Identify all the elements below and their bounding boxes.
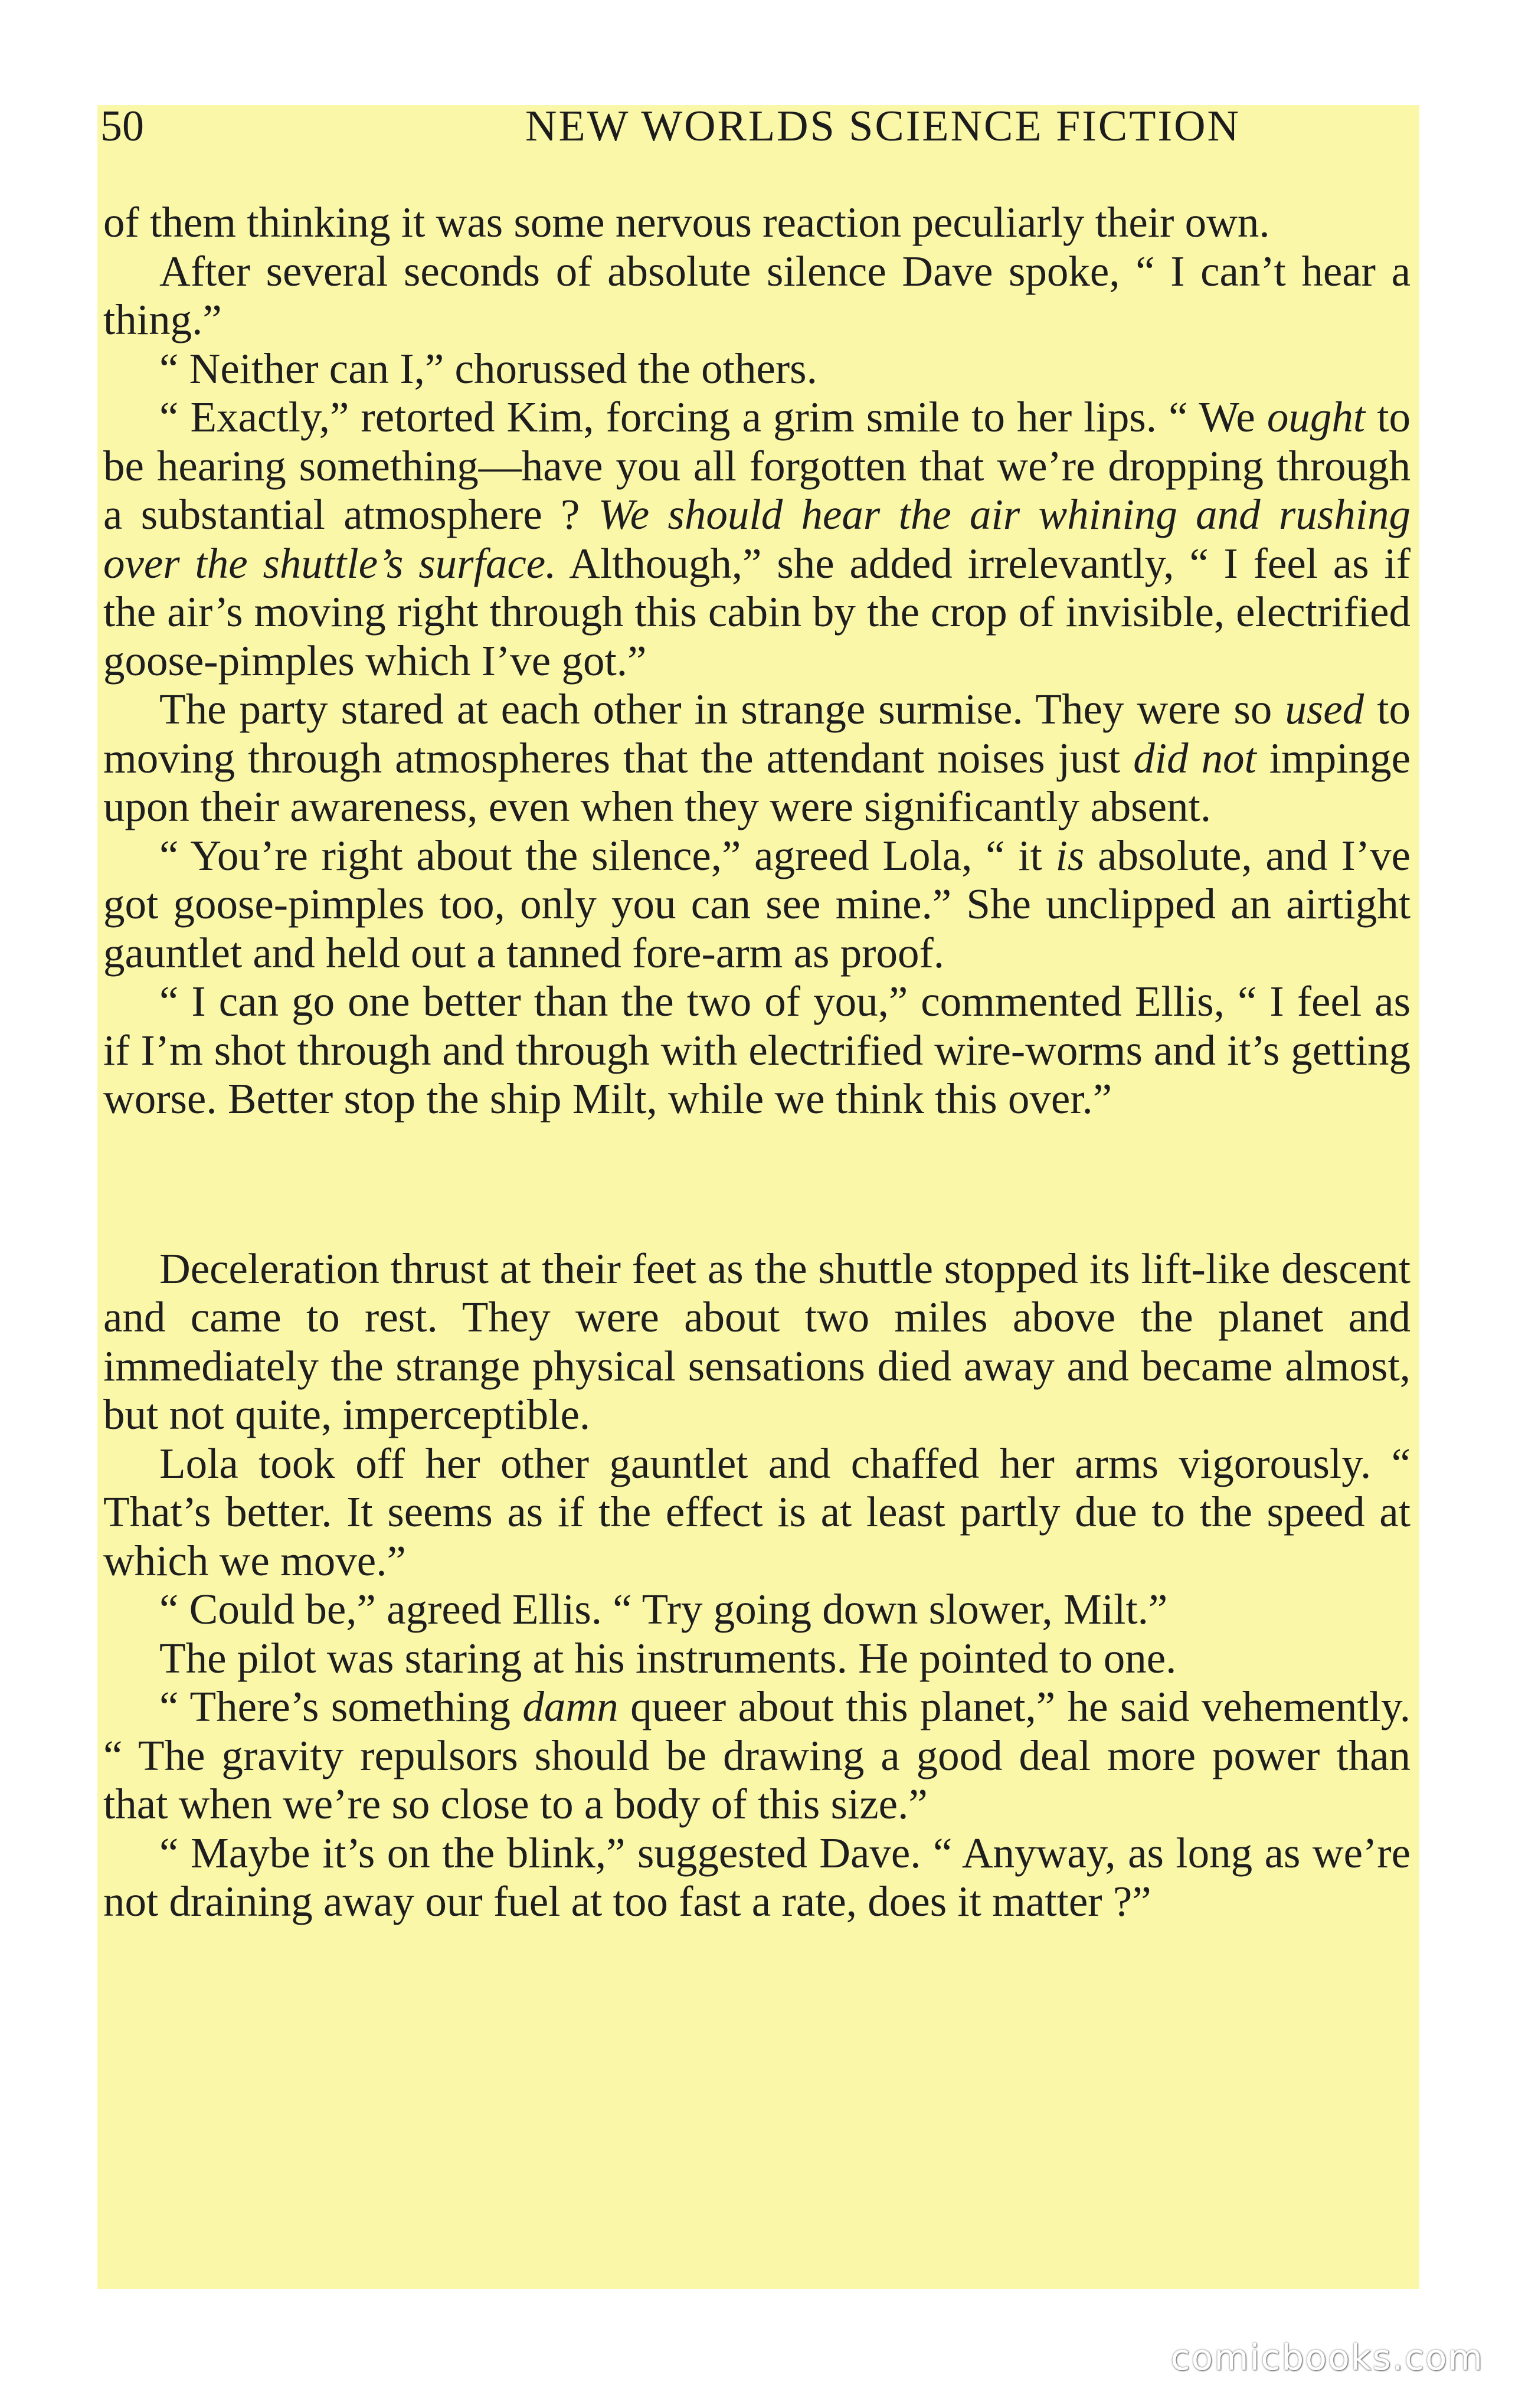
text-run: impinge upon their awareness, even when they were significantly absent. xyxy=(103,734,1411,830)
text-run: “ I can go one better than the two of you,” commented Ellis, “ I feel as if I’m shot through and through with electrified wire-worms and it’s getting worse. Better stop the ship Milt, while we think this over.” xyxy=(103,977,1411,1123)
section-break xyxy=(103,1124,1411,1245)
italic-text: We should hear the air whining and rushing over the shuttle’s surface. xyxy=(103,490,1411,587)
watermark: comicbooks.com xyxy=(1170,2337,1484,2378)
text-run: “ Exactly,” retorted Kim, forcing a grim smile to her lips. “ We xyxy=(159,393,1267,441)
paragraph-2 xyxy=(103,247,1411,345)
text-run: “ There’s something xyxy=(159,1683,523,1730)
paragraph-3 xyxy=(103,345,1411,394)
paragraph-11 xyxy=(103,1634,1411,1683)
paragraph-13 xyxy=(103,1829,1411,1926)
journal-title: NEW WORLDS SCIENCE FICTION xyxy=(525,102,1241,150)
text-run: “ Neither can I,” chorussed the others. xyxy=(159,344,817,392)
text-run: queer about this planet,” he said vehemently. “ The gravity repulsors should be drawing a good deal more power than that when we’re so close to a body of this size.” xyxy=(103,1683,1411,1828)
text-run: Deceleration thrust at their feet as the shuttle stopped its lift-like descent and came to rest. They were about two miles above the planet and immediately the strange physical sensations died away and became almost, but not quite, imperceptible. xyxy=(103,1244,1411,1438)
page-number: 50 xyxy=(100,102,144,150)
text-run: “ Maybe it’s on the blink,” suggested Dave. “ Anyway, as long as we’re not draining away our fuel at too fast a rate, does it matter ?” xyxy=(103,1828,1411,1925)
italic-text: damn xyxy=(522,1683,618,1730)
text-run: “ You’re right about the silence,” agreed Lola, “ it xyxy=(159,831,1056,879)
running-header xyxy=(100,102,1387,166)
paragraph-9 xyxy=(103,1439,1411,1586)
italic-text: ought xyxy=(1267,393,1366,441)
text-run: “ Could be,” agreed Ellis. “ Try going down slower, Milt.” xyxy=(159,1585,1168,1633)
paragraph-4 xyxy=(103,393,1411,685)
text-run: to moving through atmospheres that the attendant noises just xyxy=(103,685,1411,782)
text-run: After several seconds of absolute silence Dave spoke, “ I can’t hear a thing.” xyxy=(103,247,1411,343)
paragraph-5 xyxy=(103,685,1411,832)
text-run: Although,” she added irrelevantly, “ I feel as if the air’s moving right through this cabin by the crop of invisible, electrified goose-pimples which I’ve got.” xyxy=(103,539,1411,685)
text-run: to be hearing something—have you all forgotten that we’re dropping through a substantial atmosphere ? xyxy=(103,393,1411,538)
text-run: Lola took off her other gauntlet and chaffed her arms vigorously. “ That’s better. It seems as if the effect is at least partly due to the speed at which we move.” xyxy=(103,1439,1411,1585)
italic-text: did not xyxy=(1133,734,1256,782)
italic-text: is xyxy=(1055,831,1085,879)
paragraph-7 xyxy=(103,977,1411,1124)
text-run: The pilot was staring at his instruments. He pointed to one. xyxy=(159,1634,1177,1682)
paragraph-12 xyxy=(103,1683,1411,1829)
text-run: The party stared at each other in strange surmise. They were so xyxy=(159,685,1285,733)
text-run: absolute, and I’ve got goose-pimples too, only you can see mine.” She unclipped an airtight gauntlet and held out a tanned fore-arm as proof. xyxy=(103,831,1411,977)
paragraph-8 xyxy=(103,1245,1411,1439)
paragraph-1 xyxy=(103,198,1411,247)
italic-text: used xyxy=(1285,685,1364,733)
paragraph-10 xyxy=(103,1585,1411,1634)
story-text xyxy=(103,198,1411,1926)
text-run: of them thinking it was some nervous reaction peculiarly their own. xyxy=(103,198,1270,246)
paragraph-6 xyxy=(103,832,1411,978)
